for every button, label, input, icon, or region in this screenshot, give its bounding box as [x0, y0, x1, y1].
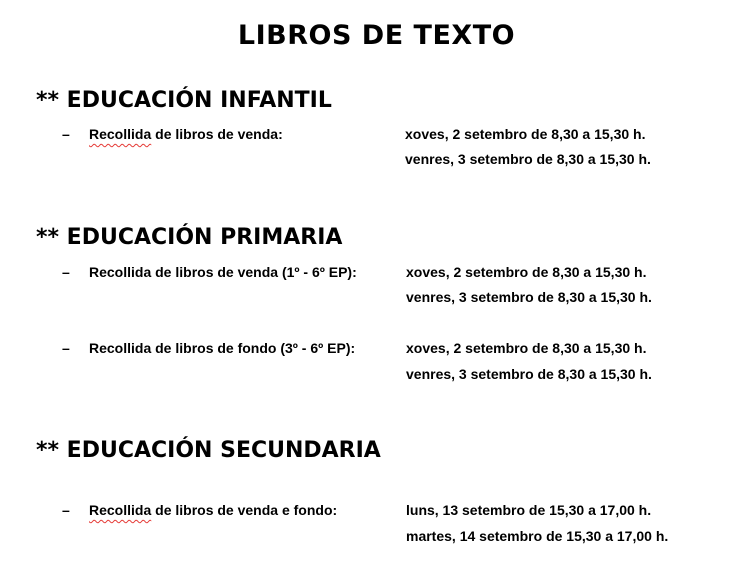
section-heading-secundaria: ** EDUCACIÓN SECUNDARIA	[36, 438, 381, 463]
list-dash: –	[62, 340, 70, 356]
item-label-primaria-fondo: Recollida de libros de fondo (3º - 6º EP):	[89, 340, 356, 356]
date-line: venres, 3 setembro de 8,30 a 15,30 h.	[405, 151, 651, 167]
section-heading-infantil: ** EDUCACIÓN INFANTIL	[36, 88, 332, 113]
item-label-primaria-venda: Recollida de libros de venda (1º - 6º EP):	[89, 264, 357, 280]
spellcheck-word: Recollida	[89, 126, 152, 142]
list-dash: –	[62, 502, 70, 518]
page-title: LIBROS DE TEXTO	[237, 20, 516, 51]
date-line: venres, 3 setembro de 8,30 a 15,30 h.	[406, 289, 652, 305]
date-line: xoves, 2 setembro de 8,30 a 15,30 h.	[406, 340, 647, 356]
spellcheck-word: Recollida	[89, 502, 152, 518]
list-dash: –	[62, 126, 70, 142]
date-line: xoves, 2 setembro de 8,30 a 15,30 h.	[406, 264, 647, 280]
list-dash: –	[62, 264, 70, 280]
label-rest: de libros de venda e fondo:	[151, 502, 338, 518]
date-line: martes, 14 setembro de 15,30 a 17,00 h.	[406, 528, 669, 544]
date-line: venres, 3 setembro de 8,30 a 15,30 h.	[406, 366, 652, 382]
date-line: xoves, 2 setembro de 8,30 a 15,30 h.	[405, 126, 646, 142]
label-rest: de libros de venda:	[151, 126, 283, 142]
date-line: luns, 13 setembro de 15,30 a 17,00 h.	[406, 502, 652, 518]
item-label-secundaria-venda-fondo	[89, 502, 337, 518]
item-label-infantil-venda	[89, 126, 283, 142]
section-heading-primaria: ** EDUCACIÓN PRIMARIA	[36, 225, 343, 250]
